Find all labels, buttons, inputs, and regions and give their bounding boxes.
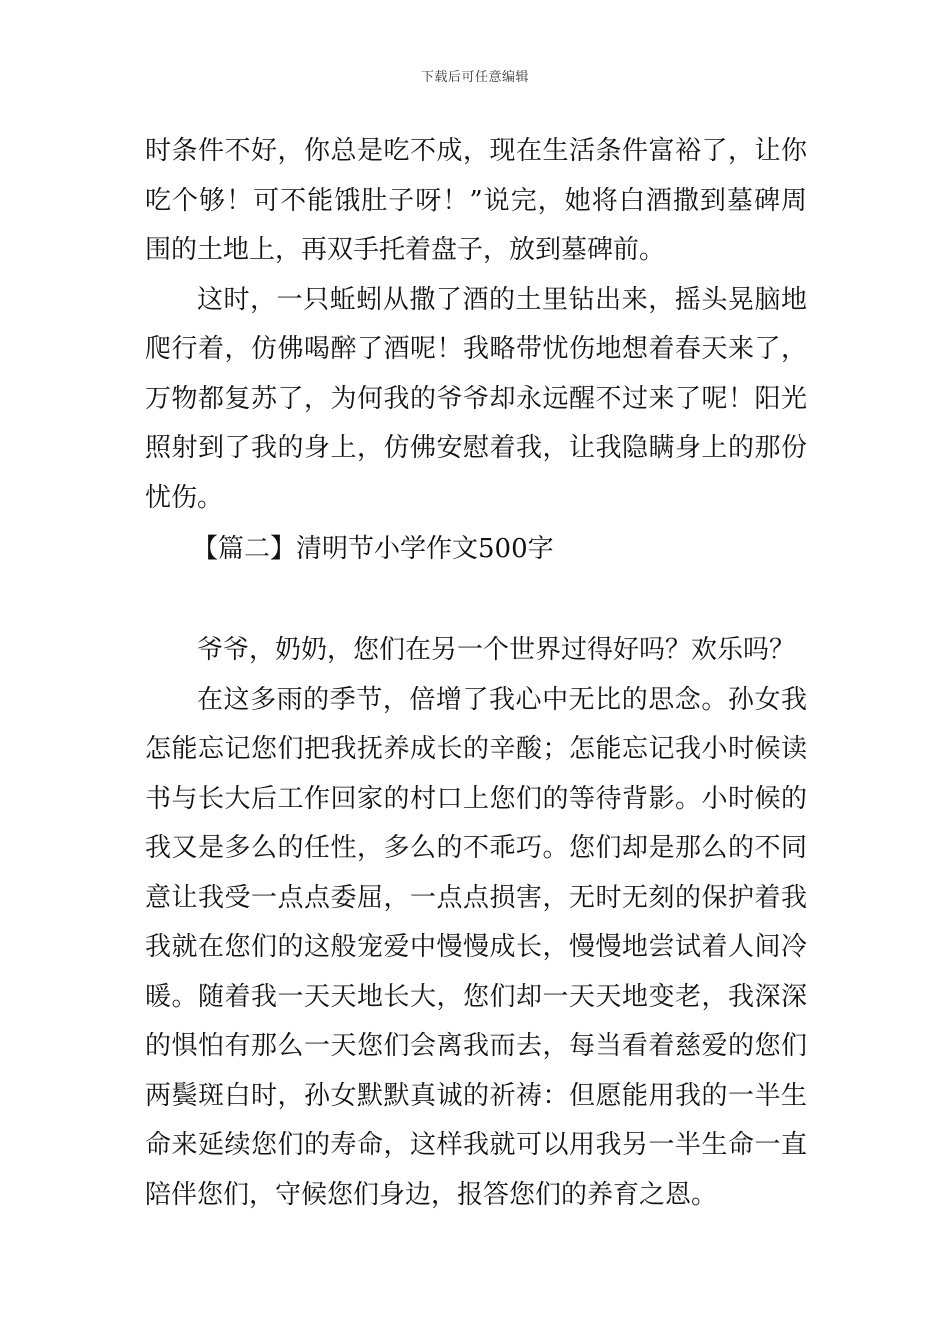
text-block-bottom (145, 626, 807, 1220)
paragraph-line: 两鬓斑白时，孙女默默真诚的祈祷：但愿能用我的一半生 (145, 1080, 807, 1111)
paragraph-line: 围的土地上，再双手托着盘子，放到墓碑前。 (145, 235, 666, 265)
paragraph-line: 爷爷，奶奶，您们在另一个世界过得好吗？欢乐吗？ (197, 635, 796, 665)
text-block-top (145, 127, 807, 523)
paragraph-line: 吃个够！可不能饿肚子呀！”说完，她将白酒撒到墓碑周 (145, 185, 807, 216)
paragraph-line: 书与长大后工作回家的村口上您们的等待背影。小时候的 (145, 783, 807, 814)
section-heading: 【篇二】清明节小学作文500字 (192, 534, 554, 564)
paragraph-line: 我就在您们的这般宠爱中慢慢成长，慢慢地尝试着人间冷 (145, 932, 807, 962)
paragraph-line: 时条件不好，你总是吃不成，现在生活条件富裕了，让你 (145, 136, 807, 166)
paragraph-line: 万物都复苏了，为何我的爷爷却永远醒不过来了呢！阳光 (145, 383, 807, 414)
page-header: 下载后可任意编辑 (420, 70, 529, 85)
paragraph-line: 怎能忘记您们把我抚养成长的辛酸；怎能忘记我小时候读 (145, 734, 807, 764)
paragraph-line: 暖。随着我一天天地长大，您们却一天天地变老，我深深 (145, 981, 807, 1012)
paragraph-line: 的惧怕有那么一天您们会离我而去，每当看着慈爱的您们 (145, 1031, 807, 1061)
paragraph-line: 这时，一只蚯蚓从撒了酒的土里钻出来，摇头晃脑地 (197, 284, 807, 315)
paragraph-line: 忧伤。 (145, 482, 224, 513)
paragraph-line: 我又是多么的任性，多么的不乖巧。您们却是那么的不同 (145, 833, 807, 863)
paragraph-line: 意让我受一点点委屈，一点点损害，无时无刻的保护着我 (145, 882, 807, 913)
paragraph-line: 爬行着，仿佛喝醉了酒呢！我略带忧伤地想着春天来了， (145, 334, 807, 364)
paragraph-line: 命来延续您们的寿命，这样我就可以用我另一半生命一直 (145, 1130, 807, 1160)
paragraph-line: 陪伴您们，守候您们身边，报答您们的养育之恩。 (145, 1179, 718, 1210)
paragraph-line: 照射到了我的身上，仿佛安慰着我，让我隐瞒身上的那份 (145, 433, 807, 463)
paragraph-line: 在这多雨的季节，倍增了我心中无比的思念。孙女我 (197, 684, 807, 715)
